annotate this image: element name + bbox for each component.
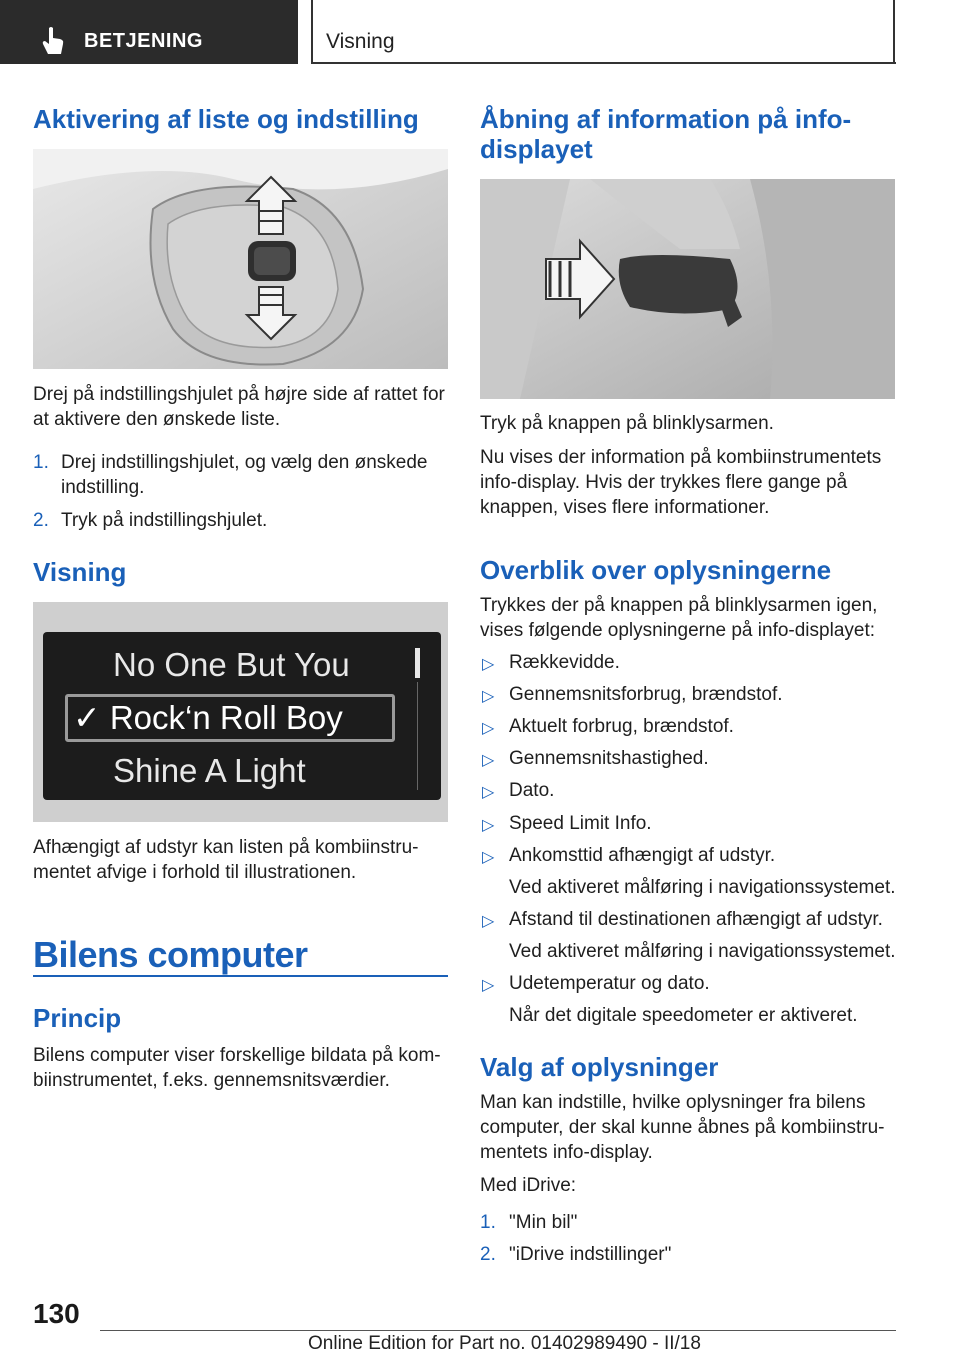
heading-rule [33, 975, 448, 977]
bullet-triangle-icon: ▷ [482, 688, 495, 705]
paragraph-drej-line2: at aktivere den ønskede liste. [33, 409, 281, 430]
bullet-item: Aktuelt forbrug, brændstof. [509, 716, 734, 737]
header-underline [311, 62, 896, 64]
heading-bilens-computer: Bilens computer [33, 934, 308, 975]
heading-aabning-line1: Åbning af information på info‐ [480, 104, 852, 134]
header-section-label: BETJENING [84, 30, 203, 52]
paragraph-idrive: Med iDrive: [480, 1175, 577, 1196]
bullet-triangle-icon: ▷ [482, 977, 495, 994]
paragraph-tryk-igen-line1: Trykkes der på knappen på blinklysarmen igen, [480, 595, 878, 616]
bullet-item: Gennemsnitshastighed. [509, 748, 709, 769]
bullet-item: Udetemperatur og dato. [509, 973, 710, 994]
header-divider-right [893, 0, 895, 64]
display-row-selected: ✓ Rock‘n Roll Boy [73, 699, 343, 736]
page-number: 130 [33, 1298, 80, 1329]
paragraph-nu-line2: info-display. Hvis der trykkes flere gange på [480, 472, 848, 493]
step-number: 2. [480, 1244, 496, 1265]
step-text-cont: indstilling. [61, 477, 145, 498]
step-text: Drej indstillingshjulet, og vælg den ønskede [61, 452, 428, 473]
header-title: Visning [326, 30, 395, 53]
bullet-triangle-icon: ▷ [482, 817, 495, 834]
display-list-image [33, 602, 448, 822]
display-row: No One But You [113, 646, 350, 683]
header-divider [311, 0, 313, 64]
paragraph-nu-line1: Nu vises der information på kombiinstrumentets [480, 447, 882, 468]
step-text: Tryk på indstillingshjulet. [61, 510, 268, 531]
bullet-item-note: Når det digitale speedometer er aktiveret. [509, 1005, 858, 1026]
bullet-triangle-icon: ▷ [482, 913, 495, 930]
bullet-item: Ankomsttid afhængigt af udstyr. [509, 845, 776, 866]
bullet-triangle-icon: ▷ [482, 849, 495, 866]
heading-visning: Visning [33, 557, 127, 587]
bullet-item: Speed Limit Info. [509, 813, 652, 834]
heading-aabning-line2: displayet [480, 134, 593, 164]
paragraph-valg-line1: Man kan indstille, hvilke oplysninger fra bilens [480, 1092, 866, 1113]
step-number: 1. [480, 1212, 496, 1233]
display-screen [43, 632, 441, 800]
step-text: "iDrive indstillinger" [509, 1244, 672, 1265]
scrollbar-track [417, 682, 418, 790]
bullet-item: Afstand til destinationen afhængigt af udstyr. [509, 909, 883, 930]
step-number: 2. [33, 510, 49, 531]
step-text: "Min bil" [509, 1212, 578, 1233]
heading-princip: Princip [33, 1003, 122, 1033]
bullet-triangle-icon: ▷ [482, 784, 495, 801]
paragraph-afhaengigt-line1: Afhængigt af udstyr kan listen på kombiinstru‐ [33, 837, 419, 858]
bullet-item: Gennemsnitsforbrug, brændstof. [509, 684, 783, 705]
hand-pointer-icon [40, 26, 66, 56]
steering-wheel-image [33, 149, 448, 369]
turn-signal-lever-image [480, 179, 895, 399]
bullet-triangle-icon: ▷ [482, 720, 495, 737]
paragraph-tryk-igen-line2: vises følgende oplysningerne på info-displayet: [480, 620, 876, 641]
paragraph-drej-line1: Drej på indstillingshjulet på højre side af rattet for [33, 384, 445, 405]
paragraph-tryk: Tryk på knappen på blinklysarmen. [480, 413, 774, 434]
bullet-item-note: Ved aktiveret målføring i navigationssystemet. [509, 941, 896, 962]
heading-overblik: Overblik over oplysningerne [480, 555, 832, 585]
bullet-triangle-icon: ▷ [482, 752, 495, 769]
bullet-item-note: Ved aktiveret målføring i navigationssystemet. [509, 877, 896, 898]
step-number: 1. [33, 452, 49, 473]
heading-aktivering: Aktivering af liste og indstilling [33, 104, 419, 134]
paragraph-nu-line3: knappen, vises flere informationer. [480, 497, 770, 518]
display-row: Shine A Light [113, 752, 306, 789]
bullet-item: Dato. [509, 780, 555, 801]
footer-edition: Online Edition for Part no. 01402989490 - II/18 [308, 1333, 701, 1354]
paragraph-princip-line2: biinstrumentet, f.eks. gennemsnitsværdier. [33, 1070, 390, 1091]
bullet-triangle-icon: ▷ [482, 656, 495, 673]
heading-valg: Valg af oplysninger [480, 1052, 719, 1082]
bullet-item: Rækkevidde. [509, 652, 620, 673]
paragraph-valg-line3: mentets info-display. [480, 1142, 653, 1163]
paragraph-valg-line2: computer, der skal kunne åbnes på kombiinstru‐ [480, 1117, 885, 1138]
scrollbar-thumb [415, 648, 420, 678]
paragraph-princip-line1: Bilens computer viser forskellige bildata på kom‐ [33, 1045, 441, 1066]
footer-rule [100, 1330, 896, 1331]
paragraph-afhaengigt-line2: mentet afvige i forhold til illustrationen. [33, 862, 357, 883]
